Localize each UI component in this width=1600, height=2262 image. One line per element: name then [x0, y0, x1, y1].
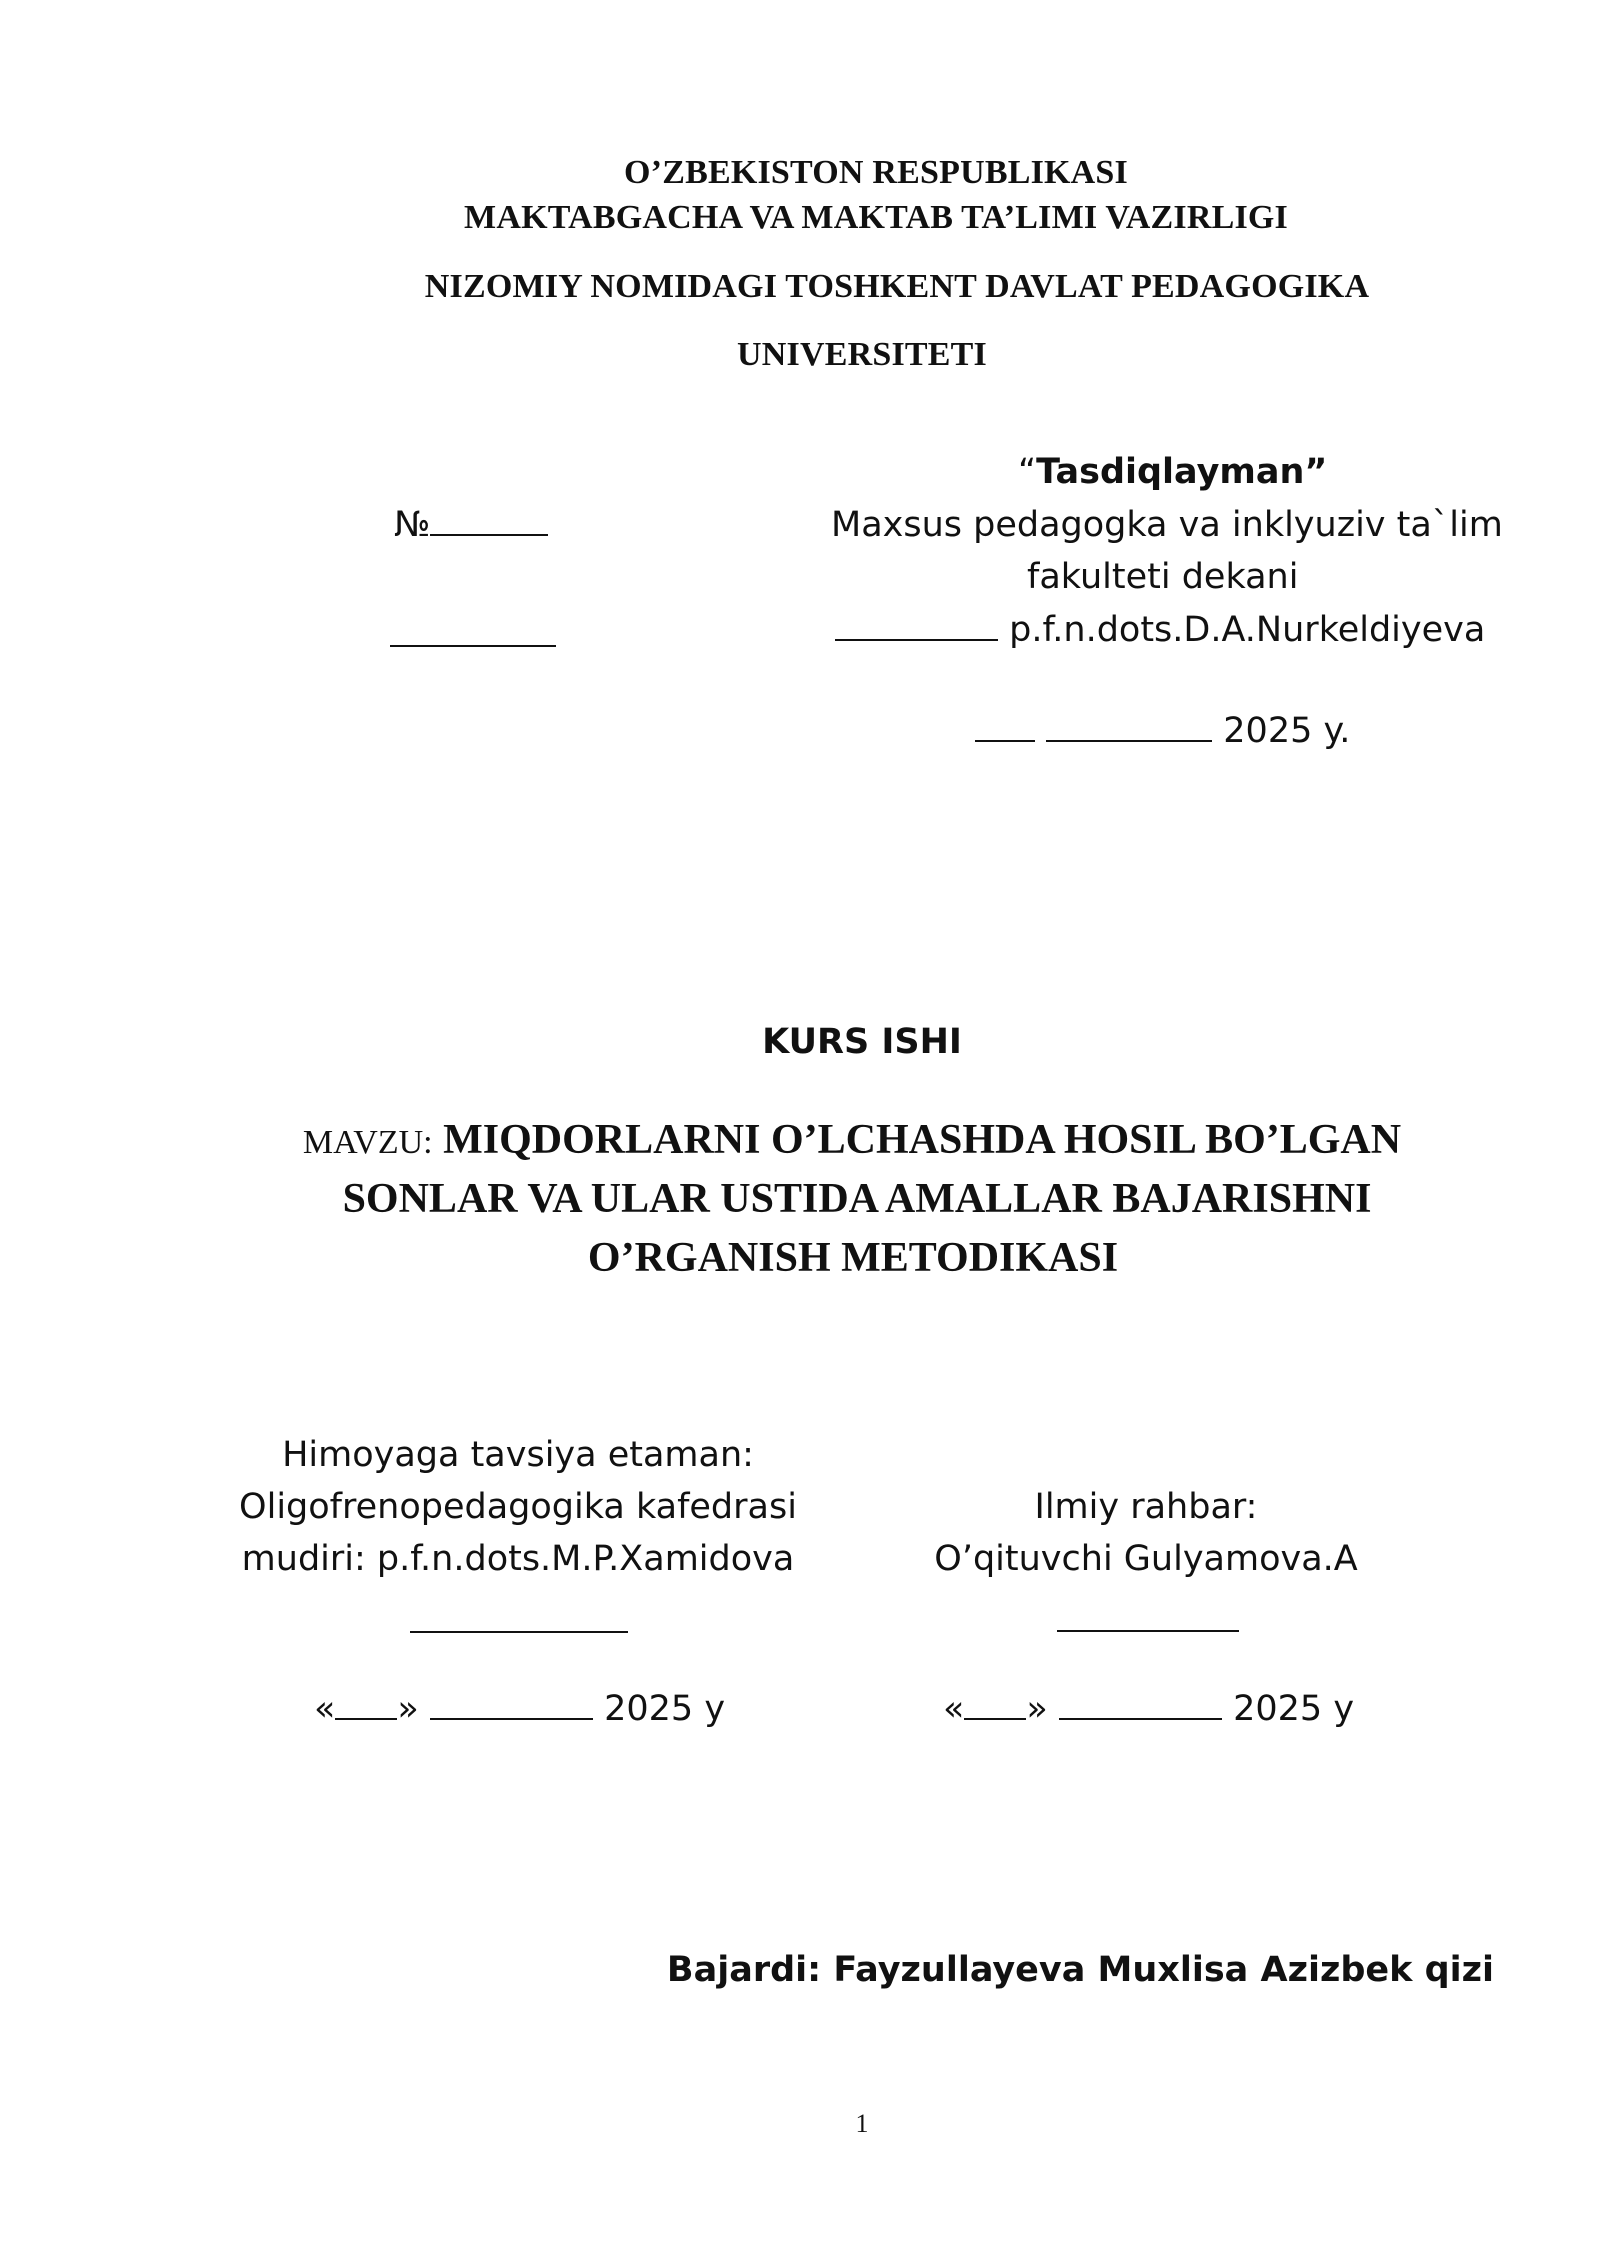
left-signature-blank	[390, 645, 556, 647]
recommend-signature-blank	[410, 1631, 628, 1633]
supervisor-line-1: Ilmiy rahbar:	[1034, 1487, 1258, 1527]
author: Bajardi: Fayzullayeva Muxlisa Azizbek qizi	[666, 1950, 1494, 1990]
recommend-date-open: «	[314, 1689, 336, 1729]
recommend-month-blank	[430, 1718, 593, 1720]
supervisor-day-blank	[964, 1718, 1026, 1720]
dean-name: p.f.n.dots.D.A.Nurkeldiyeva	[1009, 610, 1486, 650]
approval-title	[1018, 452, 1327, 492]
approval-date	[975, 711, 1350, 751]
approval-day-blank	[975, 740, 1035, 742]
recommend-date-close: »	[397, 1689, 419, 1729]
faculty-line-1: Maxsus pedagogka va inklyuziv ta`lim	[831, 505, 1503, 545]
number-sign: №	[394, 505, 431, 545]
supervisor-line-2: O’qituvchi Gulyamova.A	[934, 1539, 1358, 1579]
ministry-line-1: O’ZBEKISTON RESPUBLIKASI	[624, 154, 1128, 191]
supervisor-year: 2025 y	[1233, 1689, 1355, 1729]
dean-signature-line	[835, 610, 1485, 650]
work-type: KURS ISHI	[762, 1022, 962, 1062]
dean-signature-blank	[835, 639, 998, 641]
supervisor-signature-blank	[1057, 1630, 1239, 1632]
topic-label: MAVZU:	[302, 1124, 433, 1161]
approval-month-blank	[1046, 740, 1212, 742]
recommend-line-1: Himoyaga tavsiya etaman:	[282, 1435, 754, 1475]
page-number: 1	[855, 2109, 869, 2138]
ministry-line-2: MAKTABGACHA VA MAKTAB TA’LIMI VAZIRLIGI	[464, 199, 1288, 236]
recommend-line-3: mudiri: p.f.n.dots.M.P.Xamidova	[241, 1539, 795, 1579]
approval-year: 2025 y.	[1223, 711, 1351, 751]
supervisor-date-close: »	[1026, 1689, 1048, 1729]
faculty-line-2: fakulteti dekani	[1027, 557, 1299, 597]
supervisor-date	[943, 1689, 1354, 1729]
number-blank	[430, 534, 548, 536]
topic-line-1	[303, 1114, 1401, 1169]
topic-text-1: MIQDORLARNI O’LCHASHDA HOSIL BO’LGAN	[443, 1117, 1402, 1163]
recommend-year: 2025 y	[604, 1689, 726, 1729]
topic-line-3: O’RGANISH METODIKASI	[587, 1235, 1119, 1281]
recommend-date	[314, 1689, 725, 1729]
recommend-line-2: Oligofrenopedagogika kafedrasi	[239, 1487, 797, 1527]
recommend-day-blank	[335, 1718, 397, 1720]
university-line-2: UNIVERSITETI	[737, 336, 987, 373]
approval-title-quote: “	[1018, 452, 1037, 492]
registration-number	[394, 505, 548, 545]
university-line-1: NIZOMIY NOMIDAGI TOSHKENT DAVLAT PEDAGOGIKA	[424, 268, 1370, 305]
supervisor-date-open: «	[943, 1689, 965, 1729]
supervisor-month-blank	[1059, 1718, 1222, 1720]
topic-line-2: SONLAR VA ULAR USTIDA AMALLAR BAJARISHNI	[342, 1176, 1372, 1222]
approval-title-text: Tasdiqlayman”	[1036, 452, 1328, 492]
